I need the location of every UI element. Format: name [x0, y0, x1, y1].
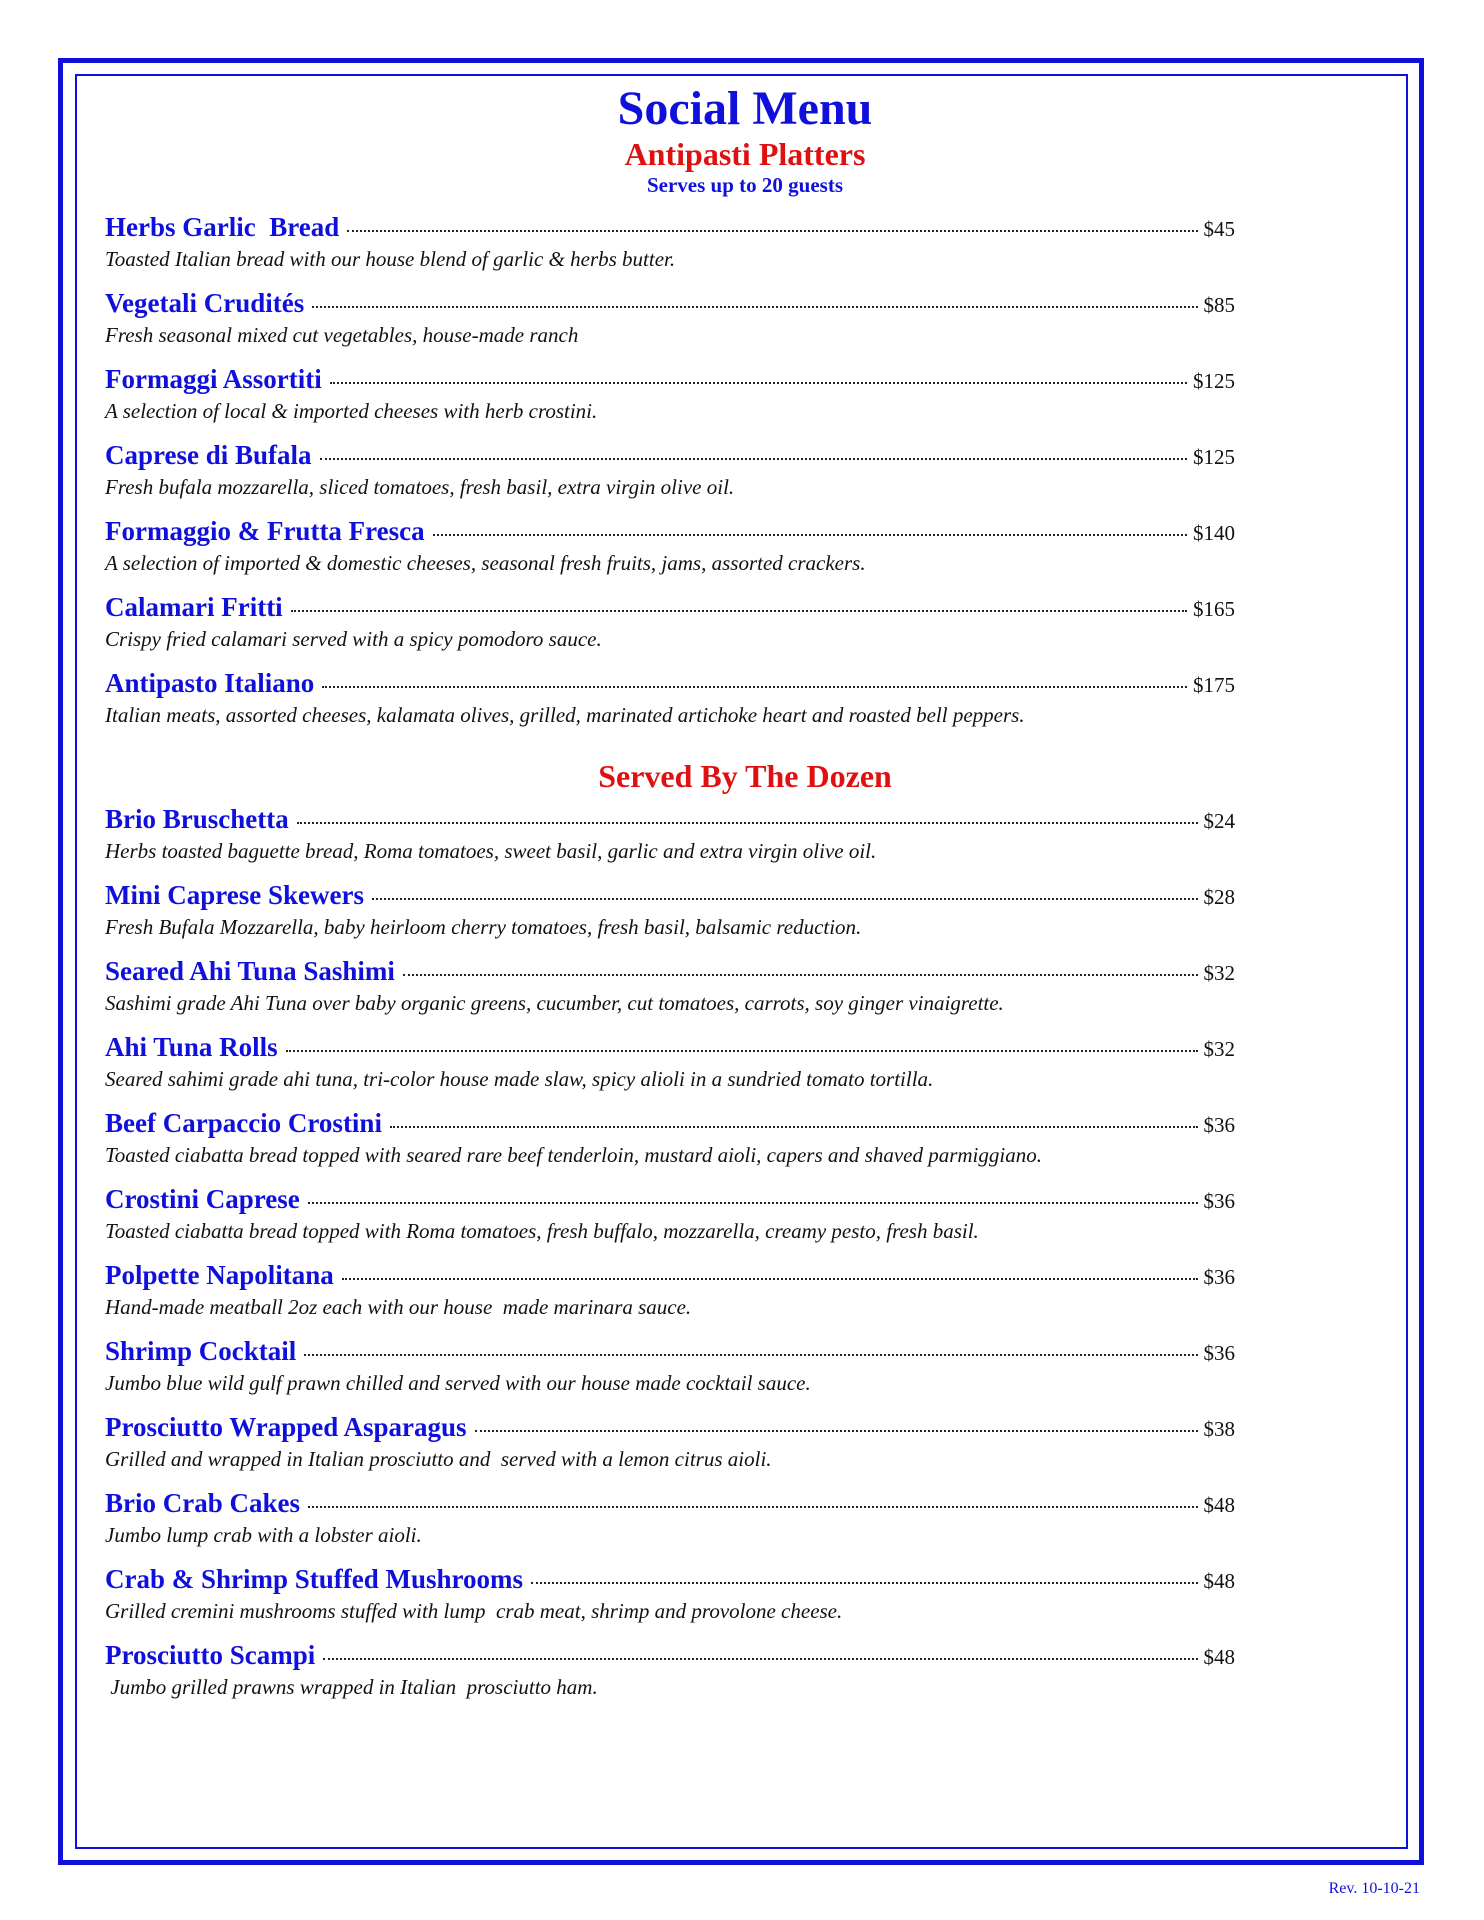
- item-description: Italian meats, assorted cheeses, kalamata olives, grilled, marinated artichoke heart and roasted bell peppers.: [105, 703, 1025, 727]
- dot-leader: [403, 974, 1198, 976]
- menu-item: [105, 1412, 1235, 1488]
- revision-note: Rev. 10-10-21: [1328, 1880, 1420, 1897]
- item-description: Sashimi grade Ahi Tuna over baby organic greens, cucumber, cut tomatoes, carrots, soy ginger vinaigrette.: [105, 991, 1004, 1015]
- item-name: Crab & Shrimp Stuffed Mushrooms: [105, 1564, 524, 1594]
- item-description: Grilled and wrapped in Italian prosciutto and served with a lemon citrus aioli.: [105, 1447, 772, 1471]
- item-price: $140: [1193, 521, 1235, 545]
- dot-leader: [312, 306, 1197, 308]
- menu-item: [105, 288, 1235, 364]
- item-name: Herbs Garlic Bread: [105, 212, 340, 242]
- item-description: Fresh seasonal mixed cut vegetables, house-made ranch: [105, 323, 579, 347]
- item-price: $125: [1193, 445, 1235, 469]
- section-subtitle: Serves up to 20 guests: [646, 173, 843, 197]
- item-description: Fresh Bufala Mozzarella, baby heirloom cherry tomatoes, fresh basil, balsamic reduction.: [105, 915, 862, 939]
- item-price: $32: [1203, 961, 1235, 985]
- section-dozen: [105, 758, 1235, 1716]
- dot-leader: [342, 1278, 1198, 1280]
- item-name: Calamari Fritti: [105, 592, 283, 622]
- item-name: Seared Ahi Tuna Sashimi: [105, 956, 395, 986]
- item-price: $48: [1203, 1493, 1235, 1517]
- dot-leader: [531, 1582, 1197, 1584]
- item-name: Prosciutto Scampi: [105, 1640, 316, 1670]
- item-name: Brio Bruschetta: [105, 804, 289, 834]
- item-price: $36: [1203, 1113, 1235, 1137]
- menu-item: [105, 1564, 1235, 1640]
- menu-item: [105, 364, 1235, 440]
- item-name: Polpette Napolitana: [105, 1260, 334, 1290]
- menu-item: [105, 1260, 1235, 1336]
- dot-leader: [308, 1202, 1198, 1204]
- section-title: Antipasti Platters: [624, 136, 866, 172]
- item-description: Jumbo grilled prawns wrapped in Italian prosciutto ham.: [105, 1675, 598, 1699]
- menu-item: [105, 440, 1235, 516]
- menu-item: [105, 668, 1235, 744]
- item-name: Antipasto Italiano: [105, 668, 315, 698]
- menu-item: [105, 1488, 1235, 1564]
- item-price: $85: [1203, 293, 1235, 317]
- menu-item: [105, 1184, 1235, 1260]
- menu-item: [105, 212, 1235, 288]
- item-price: $48: [1203, 1569, 1235, 1593]
- item-price: $175: [1193, 673, 1235, 697]
- item-description: Fresh bufala mozzarella, sliced tomatoes, fresh basil, extra virgin olive oil.: [105, 475, 735, 499]
- item-name: Crostini Caprese: [105, 1184, 300, 1214]
- item-description: Jumbo lump crab with a lobster aioli.: [105, 1523, 422, 1547]
- item-name: Formaggi Assortiti: [105, 364, 322, 394]
- menu-item: [105, 804, 1235, 880]
- item-price: $36: [1203, 1341, 1235, 1365]
- item-price: $48: [1203, 1645, 1235, 1669]
- item-price: $24: [1203, 809, 1235, 833]
- item-price: $45: [1203, 217, 1235, 241]
- dot-leader: [322, 686, 1187, 688]
- item-description: Jumbo blue wild gulf prawn chilled and served with our house made cocktail sauce.: [105, 1371, 811, 1395]
- item-description: Toasted ciabatta bread topped with seared rare beef tenderloin, mustard aioli, capers and shaved parmiggiano.: [105, 1143, 1042, 1167]
- menu-title: Social Menu: [617, 82, 873, 135]
- item-description: Crispy fried calamari served with a spicy pomodoro sauce.: [105, 627, 602, 651]
- item-description: Toasted Italian bread with our house blend of garlic & herbs butter.: [105, 247, 676, 271]
- item-name: Shrimp Cocktail: [105, 1336, 297, 1366]
- item-price: $165: [1193, 597, 1235, 621]
- menu-item: [105, 592, 1235, 668]
- dot-leader: [390, 1126, 1198, 1128]
- menu-list: [105, 212, 1235, 744]
- dot-leader: [308, 1506, 1198, 1508]
- section-antipasti: [105, 136, 1235, 744]
- item-name: Mini Caprese Skewers: [105, 880, 364, 910]
- dot-leader: [330, 382, 1187, 384]
- item-name: Prosciutto Wrapped Asparagus: [105, 1412, 467, 1442]
- section-title: Served By The Dozen: [598, 758, 892, 794]
- dot-leader: [291, 610, 1187, 612]
- item-description: Herbs toasted baguette bread, Roma tomatoes, sweet basil, garlic and extra virgin olive oil.: [105, 839, 877, 863]
- item-name: Formaggio & Frutta Fresca: [105, 516, 425, 546]
- menu-list: [105, 804, 1235, 1716]
- menu-item: [105, 956, 1235, 1032]
- dot-leader: [323, 1658, 1197, 1660]
- menu-item: [105, 1640, 1235, 1716]
- dot-leader: [297, 822, 1198, 824]
- dot-leader: [304, 1354, 1197, 1356]
- dot-leader: [320, 458, 1187, 460]
- item-description: A selection of local & imported cheeses with herb crostini.: [105, 399, 598, 423]
- dot-leader: [475, 1430, 1198, 1432]
- menu-item: [105, 516, 1235, 592]
- dot-leader: [433, 534, 1187, 536]
- item-description: Grilled cremini mushrooms stuffed with lump crab meat, shrimp and provolone cheese.: [105, 1599, 843, 1623]
- item-name: Brio Crab Cakes: [105, 1488, 300, 1518]
- item-price: $125: [1193, 369, 1235, 393]
- item-price: $38: [1203, 1417, 1235, 1441]
- menu-item: [105, 1336, 1235, 1412]
- menu-item: [105, 1032, 1235, 1108]
- item-name: Beef Carpaccio Crostini: [105, 1108, 382, 1138]
- dot-leader: [286, 1050, 1198, 1052]
- menu-item: [105, 1108, 1235, 1184]
- item-description: Toasted ciabatta bread topped with Roma tomatoes, fresh buffalo, mozzarella, creamy pesto, fresh basil.: [105, 1219, 979, 1243]
- item-price: $36: [1203, 1265, 1235, 1289]
- dot-leader: [372, 898, 1198, 900]
- item-price: $36: [1203, 1189, 1235, 1213]
- item-price: $28: [1203, 885, 1235, 909]
- item-name: Caprese di Bufala: [105, 440, 312, 470]
- item-description: A selection of imported & domestic cheeses, seasonal fresh fruits, jams, assorted crackers.: [105, 551, 866, 575]
- item-description: Hand-made meatball 2oz each with our house made marinara sauce.: [105, 1295, 692, 1319]
- item-name: Ahi Tuna Rolls: [105, 1032, 278, 1062]
- item-name: Vegetali Crudités: [105, 288, 305, 318]
- item-description: Seared sahimi grade ahi tuna, tri-color house made slaw, spicy alioli in a sundried tomato tortilla.: [105, 1067, 934, 1091]
- item-price: $32: [1203, 1037, 1235, 1061]
- menu-item: [105, 880, 1235, 956]
- dot-leader: [347, 230, 1197, 232]
- menu-content: [105, 82, 1235, 1716]
